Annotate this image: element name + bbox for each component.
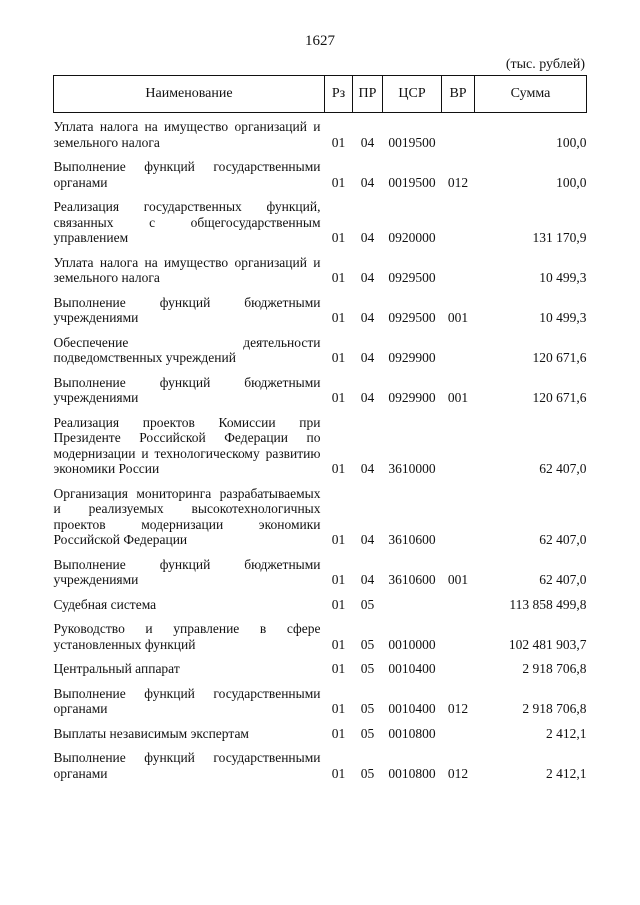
cell-vr	[442, 661, 475, 677]
row-spacer	[54, 477, 587, 486]
cell-csr: 0010800	[388, 765, 436, 781]
cell-pr: 04	[360, 461, 375, 476]
cell-name: Выполнение функций государственными органами	[53, 685, 321, 716]
cell-name: Выполнение функций бюджетными учреждениями	[53, 294, 321, 325]
table-row	[54, 295, 587, 326]
cell-csr: 0929900	[388, 390, 436, 405]
table-header	[54, 76, 587, 113]
header-pr: ПР	[353, 76, 383, 113]
table-row	[54, 486, 587, 548]
cell-csr	[383, 597, 442, 613]
cell-sum: 62 407,0	[539, 461, 587, 476]
cell-pr: 05	[360, 596, 375, 612]
cell-rz: 01	[331, 532, 346, 547]
row-spacer-cell	[54, 246, 587, 255]
cell-rz: 01	[331, 310, 346, 325]
cell-csr: 0010400	[388, 661, 436, 676]
cell-sum: 2 412,1	[546, 725, 587, 741]
row-spacer	[54, 588, 587, 597]
cell-csr: 3610600	[388, 532, 436, 547]
row-spacer-cell	[54, 588, 587, 597]
cell-sum: 2 918 706,8	[522, 701, 587, 716]
cell-pr: 04	[360, 572, 375, 587]
row-spacer-cell	[54, 677, 587, 686]
cell-csr: 3610000	[388, 461, 436, 476]
cell-name: Выполнение функций государственными органами	[53, 750, 321, 781]
cell-pr: 04	[360, 174, 375, 190]
cell-vr	[442, 255, 475, 286]
page-number: 1627	[305, 33, 335, 49]
cell-csr: 0010000	[388, 636, 436, 652]
header-row	[54, 76, 587, 113]
cell-sum: 120 671,6	[532, 390, 587, 405]
row-spacer	[54, 150, 587, 159]
cell-sum: 62 407,0	[539, 572, 587, 587]
row-spacer	[54, 652, 587, 661]
row-spacer-cell	[54, 477, 587, 486]
cell-rz: 01	[331, 725, 346, 741]
table-row	[54, 621, 587, 652]
cell-name: Выполнение функций бюджетными учреждениями	[53, 556, 321, 587]
cell-csr: 0929500	[388, 310, 436, 325]
cell-vr: 001	[447, 390, 469, 405]
cell-name: Организация мониторинга разрабатываемых и реализуемых высокотехнологичных проектов модернизации экономики Российской Федерации	[53, 485, 321, 547]
cell-rz: 01	[331, 174, 346, 190]
cell-sum: 131 170,9	[532, 230, 587, 245]
row-spacer-cell	[54, 150, 587, 159]
row-spacer-cell	[54, 548, 587, 557]
table-row	[54, 557, 587, 588]
cell-name: Обеспечение деятельности подведомственных учреждений	[53, 334, 321, 365]
cell-pr: 04	[360, 270, 375, 285]
table-row	[54, 335, 587, 366]
cell-sum: 100,0	[556, 134, 587, 150]
table-body	[54, 113, 587, 782]
cell-name: Выплаты независимым экспертам	[53, 725, 249, 741]
row-spacer	[54, 286, 587, 295]
cell-vr	[442, 486, 475, 548]
budget-table	[53, 75, 587, 781]
header-rz: Рз	[325, 76, 353, 113]
cell-csr: 0929900	[388, 350, 436, 365]
cell-vr: 012	[447, 174, 469, 190]
cell-sum: 10 499,3	[539, 270, 587, 285]
cell-rz: 01	[331, 461, 346, 476]
table-row	[54, 159, 587, 190]
cell-pr: 04	[360, 350, 375, 365]
cell-rz: 01	[331, 765, 346, 781]
cell-csr: 0019500	[388, 174, 436, 190]
table-row	[54, 750, 587, 781]
cell-vr	[442, 726, 475, 742]
cell-csr: 0920000	[388, 230, 436, 245]
cell-sum: 113 858 499,8	[509, 596, 587, 612]
table-row	[54, 661, 587, 677]
row-spacer	[54, 326, 587, 335]
cell-pr: 05	[360, 725, 375, 741]
cell-pr: 04	[360, 310, 375, 325]
row-spacer-cell	[54, 741, 587, 750]
table-row	[54, 199, 587, 246]
cell-csr: 0010800	[388, 725, 436, 741]
row-spacer-cell	[54, 717, 587, 726]
table-row	[54, 726, 587, 742]
row-spacer	[54, 741, 587, 750]
cell-vr: 012	[447, 701, 469, 716]
header-csr: ЦСР	[383, 76, 442, 113]
cell-csr: 3610600	[388, 572, 436, 587]
cell-csr: 0010400	[388, 701, 436, 716]
cell-pr: 04	[360, 230, 375, 245]
cell-sum: 100,0	[556, 174, 587, 190]
cell-name: Уплата налога на имущество организаций и земельного налога	[53, 254, 321, 285]
row-spacer-cell	[54, 326, 587, 335]
cell-name: Руководство и управление в сфере установленных функций	[53, 621, 321, 652]
cell-rz: 01	[331, 270, 346, 285]
cell-name: Судебная система	[53, 596, 157, 612]
row-spacer	[54, 190, 587, 199]
cell-rz: 01	[331, 661, 346, 676]
cell-sum: 102 481 903,7	[508, 636, 587, 652]
cell-rz: 01	[331, 596, 346, 612]
row-spacer	[54, 548, 587, 557]
header-name: Наименование	[54, 76, 325, 113]
row-spacer	[54, 677, 587, 686]
row-spacer-cell	[54, 190, 587, 199]
cell-rz: 01	[331, 572, 346, 587]
cell-name: Центральный аппарат	[53, 661, 180, 676]
cell-rz: 01	[331, 701, 346, 716]
cell-name: Выполнение функций государственными органами	[53, 159, 321, 190]
cell-vr	[442, 199, 475, 246]
cell-vr: 001	[447, 572, 469, 587]
header-vr: ВР	[442, 76, 475, 113]
cell-name: Реализация проектов Комиссии при Президенте Российской Федерации по модернизации и технологическому развитию экономики России	[53, 414, 321, 476]
table-row	[54, 686, 587, 717]
row-spacer	[54, 717, 587, 726]
cell-pr: 05	[360, 636, 375, 652]
cell-rz: 01	[331, 350, 346, 365]
cell-rz: 01	[331, 230, 346, 245]
cell-sum: 62 407,0	[539, 532, 587, 547]
row-spacer-cell	[54, 286, 587, 295]
row-spacer-cell	[54, 406, 587, 415]
cell-rz: 01	[331, 636, 346, 652]
cell-csr: 0929500	[388, 270, 436, 285]
row-spacer	[54, 246, 587, 255]
cell-sum: 120 671,6	[532, 350, 587, 365]
table-row	[54, 119, 587, 150]
cell-sum: 10 499,3	[539, 310, 587, 325]
row-spacer	[54, 366, 587, 375]
cell-name: Уплата налога на имущество организаций и земельного налога	[53, 119, 321, 150]
cell-rz: 01	[331, 134, 346, 150]
cell-pr: 05	[360, 765, 375, 781]
cell-pr: 04	[360, 134, 375, 150]
cell-csr: 0019500	[388, 134, 436, 150]
row-spacer-cell	[54, 652, 587, 661]
row-spacer-cell	[54, 612, 587, 621]
cell-sum: 2 412,1	[546, 765, 587, 781]
cell-sum: 2 918 706,8	[522, 661, 587, 676]
cell-pr: 05	[360, 661, 375, 676]
table-row	[54, 415, 587, 477]
cell-name: Выполнение функций бюджетными учреждениями	[53, 374, 321, 405]
cell-vr	[442, 597, 475, 613]
cell-pr: 04	[360, 390, 375, 405]
table-row	[54, 255, 587, 286]
table-row	[54, 375, 587, 406]
cell-name: Реализация государственных функций, связанных с общегосударственным управлением	[53, 199, 321, 245]
row-spacer	[54, 612, 587, 621]
cell-pr: 05	[360, 701, 375, 716]
row-spacer	[54, 406, 587, 415]
cell-vr: 001	[447, 310, 469, 325]
cell-vr	[442, 335, 475, 366]
cell-vr	[442, 415, 475, 477]
cell-pr: 04	[360, 532, 375, 547]
table-row	[54, 597, 587, 613]
cell-vr: 012	[447, 765, 469, 781]
cell-vr	[442, 621, 475, 652]
cell-rz: 01	[331, 390, 346, 405]
units-label: (тыс. рублей)	[505, 57, 585, 72]
header-sum: Сумма	[475, 76, 587, 113]
row-spacer-cell	[54, 366, 587, 375]
cell-vr	[442, 119, 475, 150]
